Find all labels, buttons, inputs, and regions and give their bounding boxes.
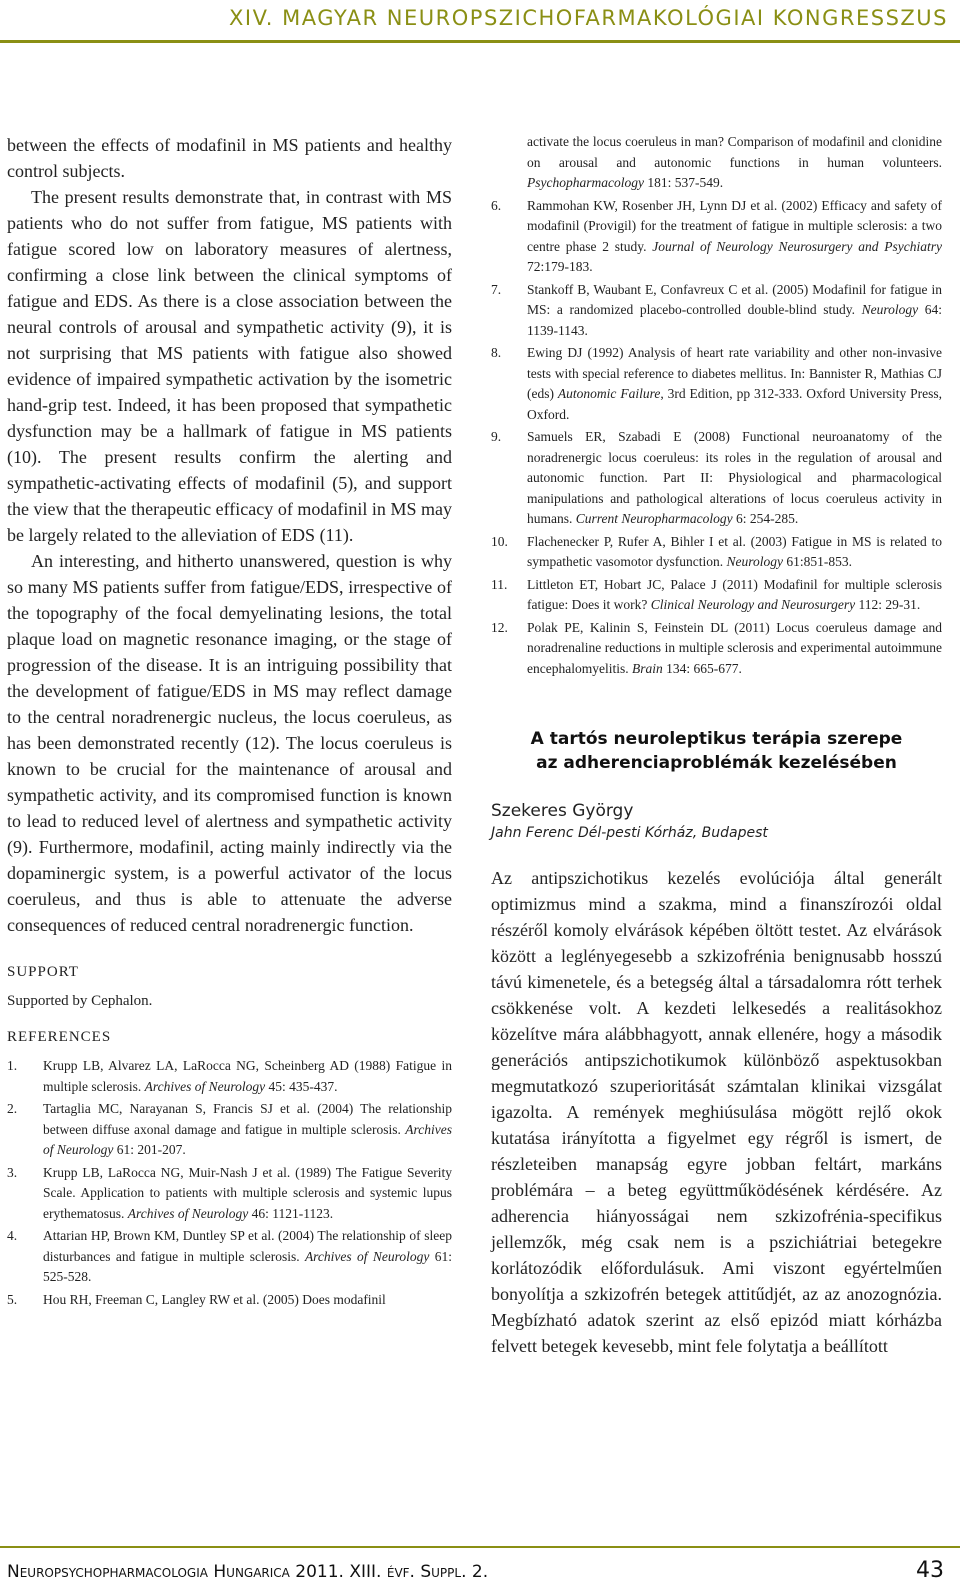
discussion-text (7, 132, 452, 938)
reference-item: 7. Stankoff B, Waubant E, Confavreux C et al. (2005) Modafinil for fatigue in MS: a randomized placebo-controlled double-blind study. Neurology 64: 1139-1143. (491, 281, 942, 338)
reference-item: 1. Krupp LB, Alvarez LA, LaRocca NG, Scheinberg AD (1988) Fatigue in multiple sclerosis. Archives of Neurology 45: 435-437. (7, 1058, 452, 1094)
reference-list (7, 1056, 452, 1310)
reference-item: 6. Rammohan KW, Rosenber JH, Lynn DJ et al. (2002) Efficacy and safety of modafinil (Provigil) for the treatment of fatigue in multiple sclerosis: a two centre phase 2 study. Journal of Neurology Neurosurgery and Psychiatry 72:179-183. (491, 197, 942, 274)
author-name: Szekeres György (491, 801, 634, 821)
reference-item: 9. Samuels ER, Szabadi E (2008) Functional neuroanatomy of the noradrenergic locus coeruleus: its roles in the regulation of arousal and autonomic function. Part II: Physiological and pharmacological manipulations and pathological alterations of locus coeruleus activity in humans. Current Neuropharmacology 6: 254-285. (491, 429, 942, 526)
article-title: A tartós neuroleptikus terápia szerepe az adherenciaproblémák kezelésében (530, 729, 903, 773)
support-text: Supported by Cephalon. (7, 993, 153, 1009)
reference-item: 12. Polak PE, Kalinin S, Feinstein DL (2011) Locus coeruleus damage and noradrenaline reductions in multiple sclerosis and experimental autoimmune encephalomyelitis. Brain 134: 665-677. (491, 619, 942, 676)
reference-item: 4. Attarian HP, Brown KM, Duntley SP et al. (2004) The relationship of sleep disturbances and fatigue in multiple sclerosis. Archives of Neurology 61: 525-528. (7, 1228, 452, 1284)
reference-item: 3. Krupp LB, LaRocca NG, Muir-Nash J et al. (1989) The Fatigue Severity Scale. Application to patients with multiple sclerosis and systemic lupus erythematosus. Archives of Neurology 46: 1121-1123. (7, 1164, 452, 1221)
right-column (491, 132, 942, 1359)
conference-title: XIV. MAGYAR NEUROPSZICHOFARMAKOLÓGIAI KONGRESSZUS (229, 6, 948, 30)
paragraph: between the effects of modafinil in MS patients and healthy control subjects. (7, 135, 452, 181)
reference-item: 10. Flachenecker P, Rufer A, Bihler I et al. (2003) Fatigue in MS is related to sympathetic vasomotor dysfunction. Neurology 61:851-853. (491, 533, 942, 569)
left-column (7, 132, 452, 1312)
abstract-text: Az antipszichotikus kezelés evolúciója által generált optimizmus mind a szakma, mind a finanszírozói oldal részéről komoly elvárások képében öltött testet. Az elvárások között a leglényegesebb a szkizofrénia benignusabb hosszú távú kimenetele, és a betegség által a társadalomra rótt terhek csökkenése volt. A kezdeti lelkesedés a realitásokhoz közelítve mára alábbhagyott, annak ellenére, hogy a második generációs antipszichotikumok különböző aspektusokban megmutatkozó szuperioritását számtalan klinikai vizsgálat igazolta. A remények meghiúsulása mögött rejlő okok kutatása irányította a figyelmet egy régről is ismert, de részleteiben manapság egyre jobban feltárt, markáns problémára – a beteg együttműködésének kérdésére. Az adherencia hiányosságai nem szkizofrénia-specifikus jellemzők, még csak nem is a pszichiátriai betegekre korlátozódik előfordulásuk. Ami viszont egyértelműen bonyolítja a szkizofrén betegek attitűdjét, az az anozognózia. Megbízható adatok szerint az első epizód miatt kórházba felvett betegek kevesebb, mint fele folytatja a beállított (491, 868, 942, 1356)
author-affiliation: Jahn Ferenc Dél-pesti Kórház, Budapest (491, 825, 768, 841)
header-divider (0, 40, 960, 43)
reference-item: 5. Hou RH, Freeman C, Langley RW et al. (2005) Does modafinil (7, 1291, 386, 1307)
reference-list-continued (491, 132, 942, 679)
reference-item: 8. Ewing DJ (1992) Analysis of heart rate variability and other non-invasive tests with special reference to diabetes mellitus. In: Bannister R, Mathias CJ (eds) Autonomic Failure, 3rd Edition, pp 312-333. Oxford University Press, Oxford. (491, 345, 942, 422)
reference-item: 2. Tartaglia MC, Narayanan S, Francis SJ et al. (2004) The relationship between diffuse axonal damage and fatigue in multiple sclerosis. Archives of Neurology 61: 201-207. (7, 1101, 452, 1157)
page-number: 43 (916, 1558, 944, 1583)
page-footer (0, 1540, 960, 1590)
references-heading: REFERENCES (7, 1029, 112, 1045)
reference-item: 11. Littleton ET, Hobart JC, Palace J (2011) Modafinil for multiple sclerosis fatigue: Does it work? Clinical Neurology and Neurosurgery 112: 29-31. (491, 576, 942, 612)
footer-divider (0, 1546, 960, 1548)
journal-citation: Neuropsychopharmacologia Hungarica 2011. XIII. évf. Suppl. 2. (7, 1562, 489, 1582)
paragraph: The present results demonstrate that, in contrast with MS patients who do not suffer from fatigue, MS patients with fatigue scored low on laboratory measures of alertness, confirming a close link between the clinical symptoms of fatigue and EDS. As there is a close association between the neural controls of arousal and sympathetic activity (9), it is not surprising that MS patients with fatigue also showed evidence of impaired sympathetic activation by the isometric hand-grip test. Indeed, it has been proposed that sympathetic dysfunction may be a hallmark of fatigue in MS patients (10). The present results confirm the alerting and sympathetic-activating effects of modafinil (5), and support the view that the therapeutic efficacy of modafinil in MS may be largely related to the alleviation of EDS (11). (7, 187, 452, 545)
support-heading: SUPPORT (7, 964, 79, 980)
paragraph: An interesting, and hitherto unanswered, question is why so many MS patients suffer from fatigue/EDS, irrespective of the topography of the focal demyelinating lesions, the total plaque load on magnetic resonance imaging, or the stage of progression of the disease. It is an intriguing possibility that the development of fatigue/EDS in MS may reflect damage to the central noradrenergic nucleus, the locus coeruleus, as has been demonstrated recently (12). The locus coeruleus is known to be crucial for the maintenance of arousal and sympathetic activity, and its compromised function is known to lead to reduced level of alertness and sympathetic activity (9). Furthermore, modafinil, acting mainly indirectly via the dopaminergic system, is a powerful activator of the locus coeruleus, and thus is able to attenuate the adverse consequences of reduced central noradrenergic function. (7, 551, 452, 935)
page-header (0, 0, 960, 44)
reference-item: activate the locus coeruleus in man? Comparison of modafinil and clonidine on arousal and autonomic functions in human volunteers. Psychopharmacology 181: 537-549. (527, 134, 942, 190)
